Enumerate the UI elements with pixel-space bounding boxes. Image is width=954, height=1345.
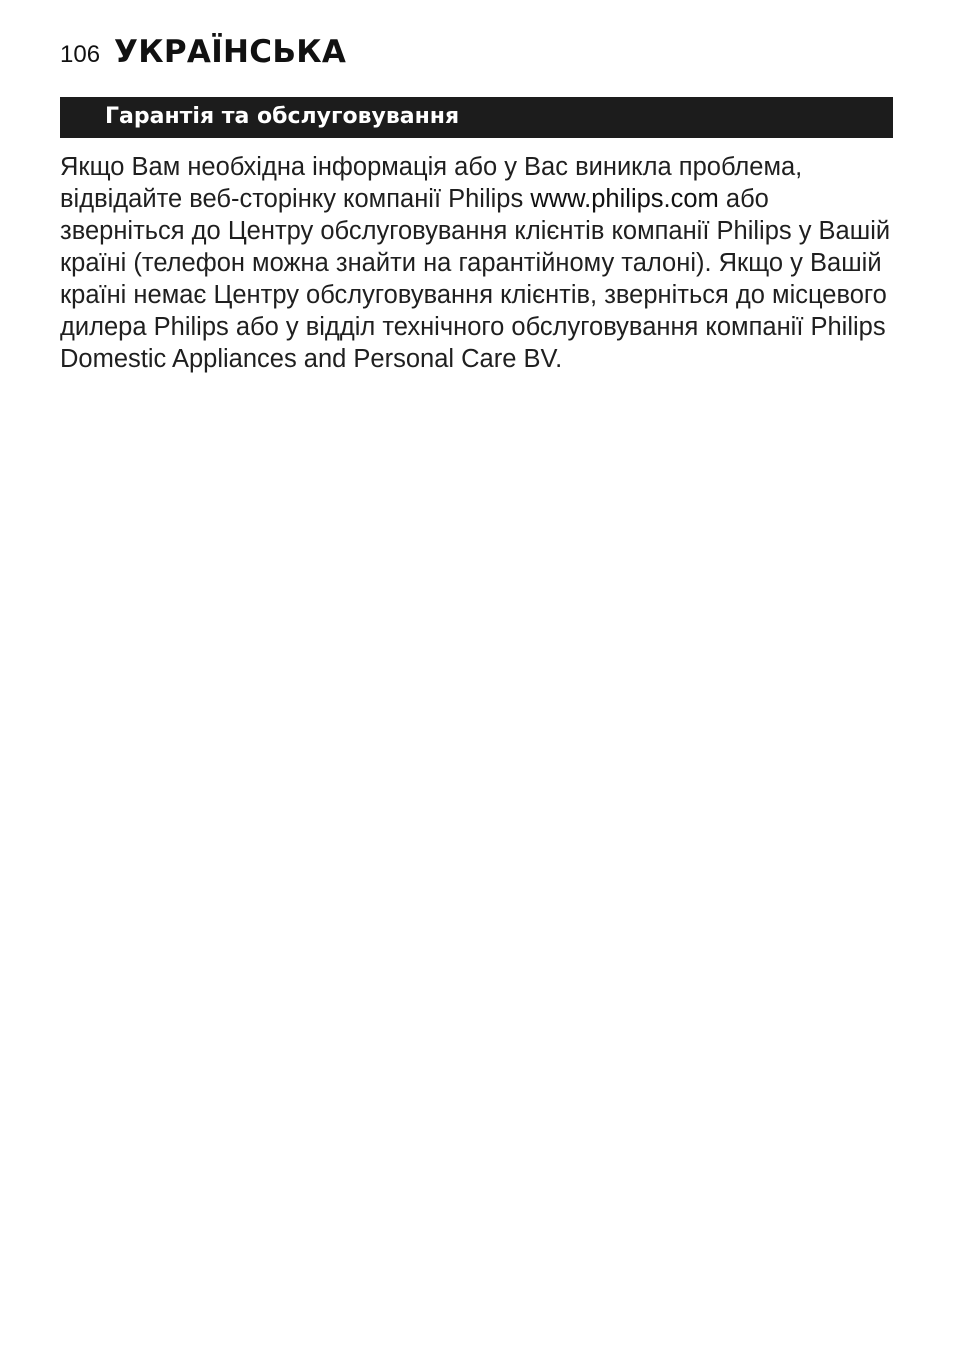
section-heading: Гарантія та обслуговування: [105, 104, 460, 129]
page-header: [60, 34, 346, 70]
paragraph-text-after-url: або зверніться до Центру обслуговування клієнтів компанії Philips у Вашій країні (телефон можна знайти на гарантійному талоні). Якщо у Вашій країні немає Центру обслуговування клієнтів, зверніться до місцевого дилера Philips або у відділ технічного обслуговування компанії Philips Domestic Appliances and Personal Care BV.: [60, 185, 891, 373]
page-number: 106: [60, 41, 101, 68]
warranty-paragraph: [60, 151, 896, 375]
language-title: УКРАЇНСЬКА: [114, 34, 347, 70]
philips-website-link[interactable]: www.philips.com: [530, 185, 719, 213]
section-heading-bar: [60, 97, 893, 138]
paragraph-text-before-url: Якщо Вам необхідна інформація або у Вас виникла проблема, відвідайте веб-сторінку компанії Philips: [60, 153, 803, 213]
